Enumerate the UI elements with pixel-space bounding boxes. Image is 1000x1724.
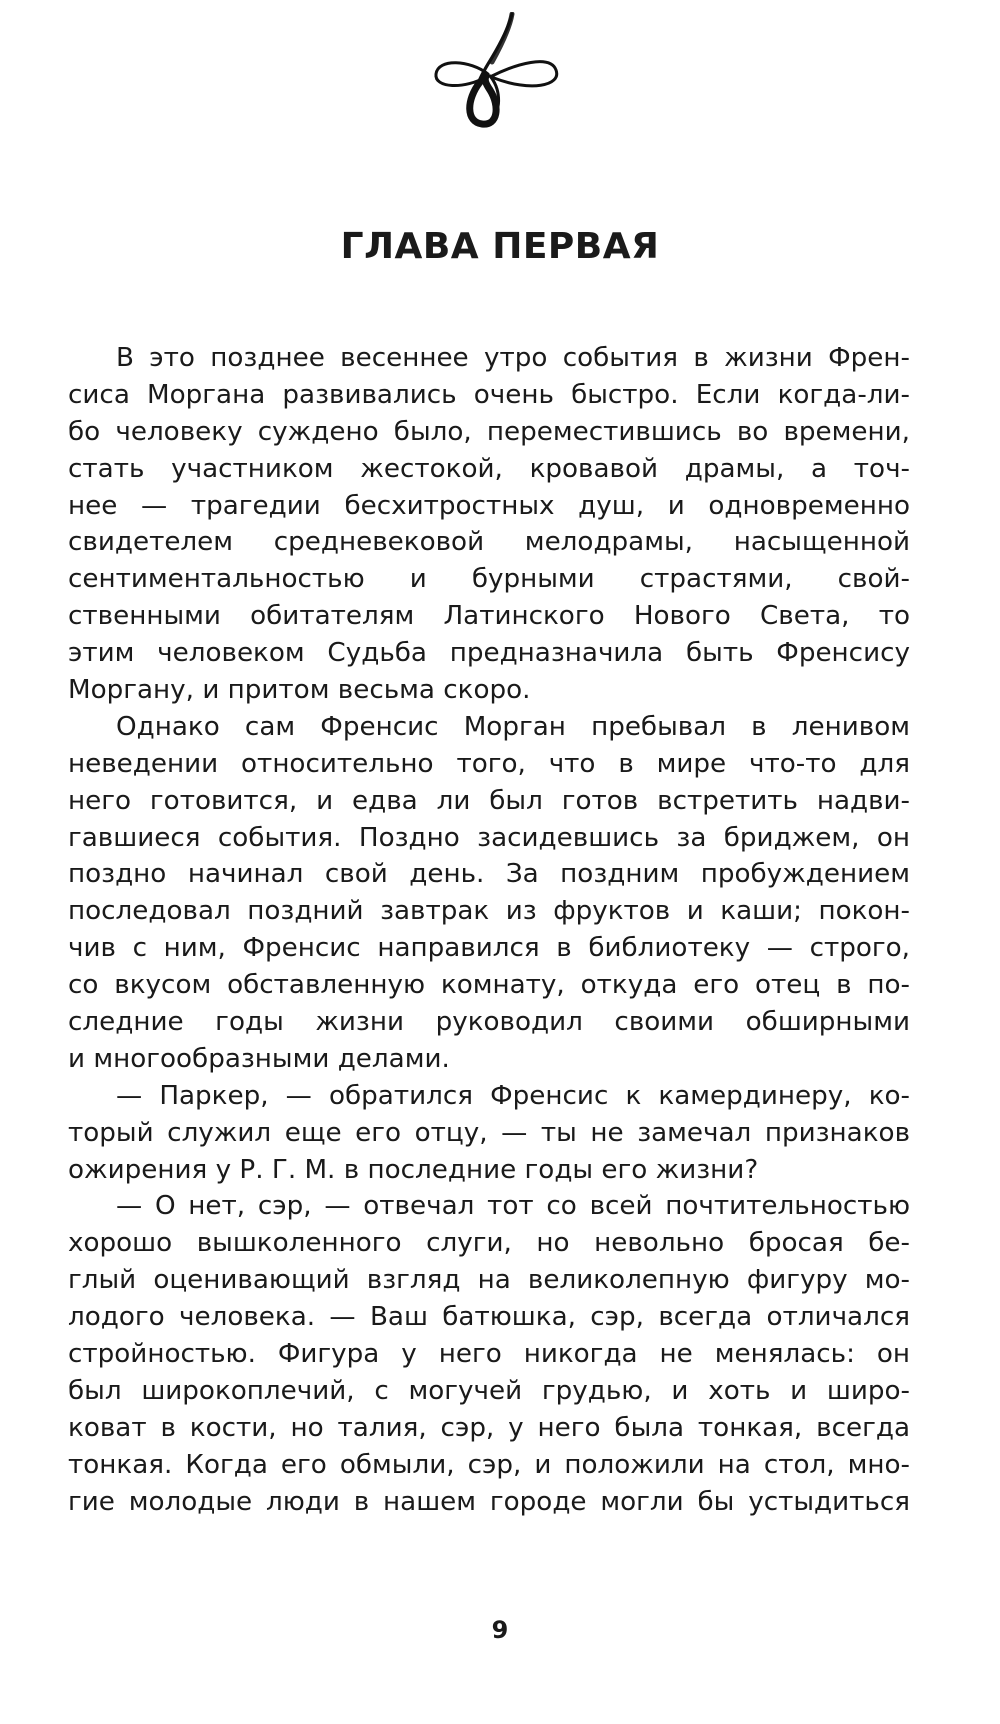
chapter-title: ГЛАВА ПЕРВАЯ (340, 226, 660, 267)
text-line: сентиментальностью и бурными страстями, свой- (68, 564, 910, 595)
text-line: стать участником жестокой, кровавой драмы, а точ- (68, 453, 910, 484)
text-line: Однако сам Френсис Морган пребывал в ленивом (116, 711, 910, 742)
text-line: стройностью. Фигура у него никогда не менялась: он (68, 1339, 910, 1370)
text-line: торый служил еще его отцу, — ты не замечал признаков (68, 1117, 910, 1148)
text-line: лодого человека. — Ваш батюшка, сэр, всегда отличался (68, 1302, 910, 1333)
text-line: чив с ним, Френсис направился в библиотеку — строго, (68, 933, 910, 964)
flourish-ornament-icon (430, 12, 570, 132)
text-line: и многообразными делами. (68, 1043, 450, 1074)
text-line: сиса Моргана развивались очень быстро. Если когда-ли- (68, 379, 910, 410)
text-line: следние годы жизни руководил своими обширными (68, 1007, 910, 1038)
text-line: — Паркер, — обратился Френсис к камердинеру, ко- (116, 1080, 910, 1111)
text-line: со вкусом обставленную комнату, откуда его отец в по- (68, 970, 910, 1001)
text-line: бо человеку суждено было, переместившись во времени, (68, 416, 910, 447)
text-line: нее — трагедии бесхитростных душ, и одновременно (68, 490, 910, 521)
text-line: поздно начинал свой день. За поздним пробуждением (68, 859, 910, 890)
text-line: неведении относительно того, что в мире что-то для (68, 748, 910, 779)
text-line: тонкая. Когда его обмыли, сэр, и положили на стол, мно- (68, 1449, 910, 1480)
text-line: В это позднее весеннее утро события в жизни Френ- (116, 343, 910, 373)
text-line: коват в кости, но талия, сэр, у него была тонкая, всегда (68, 1412, 910, 1443)
text-line: гавшиеся события. Поздно засидевшись за бриджем, он (68, 822, 910, 853)
text-line: последовал поздний завтрак из фруктов и каши; покон- (68, 896, 910, 927)
text-line: гие молодые люди в нашем городе могли бы устыдиться (68, 1486, 910, 1517)
text-line: ожирения у Р. Г. М. в последние годы его жизни? (68, 1154, 759, 1185)
text-line: него готовится, и едва ли был готов встретить надви- (68, 785, 910, 816)
text-line: этим человеком Судьба предназначила быть Френсису (68, 638, 910, 669)
text-line: — О нет, сэр, — отвечал тот со всей почтительностью (116, 1191, 910, 1222)
chapter-body (68, 340, 910, 1521)
text-line: был широкоплечий, с могучей грудью, и хоть и широ- (68, 1375, 910, 1406)
text-line: ственными обитателям Латинского Нового Света, то (68, 601, 910, 632)
text-line: Моргану, и притом весьма скоро. (68, 675, 531, 706)
page-number: 9 (491, 1616, 509, 1644)
text-line: глый оценивающий взгляд на великолепную фигуру мо- (68, 1265, 910, 1296)
text-line: свидетелем средневековой мелодрамы, насыщенной (68, 527, 910, 558)
text-line: хорошо вышколенного слуги, но невольно бросая бе- (68, 1228, 910, 1259)
